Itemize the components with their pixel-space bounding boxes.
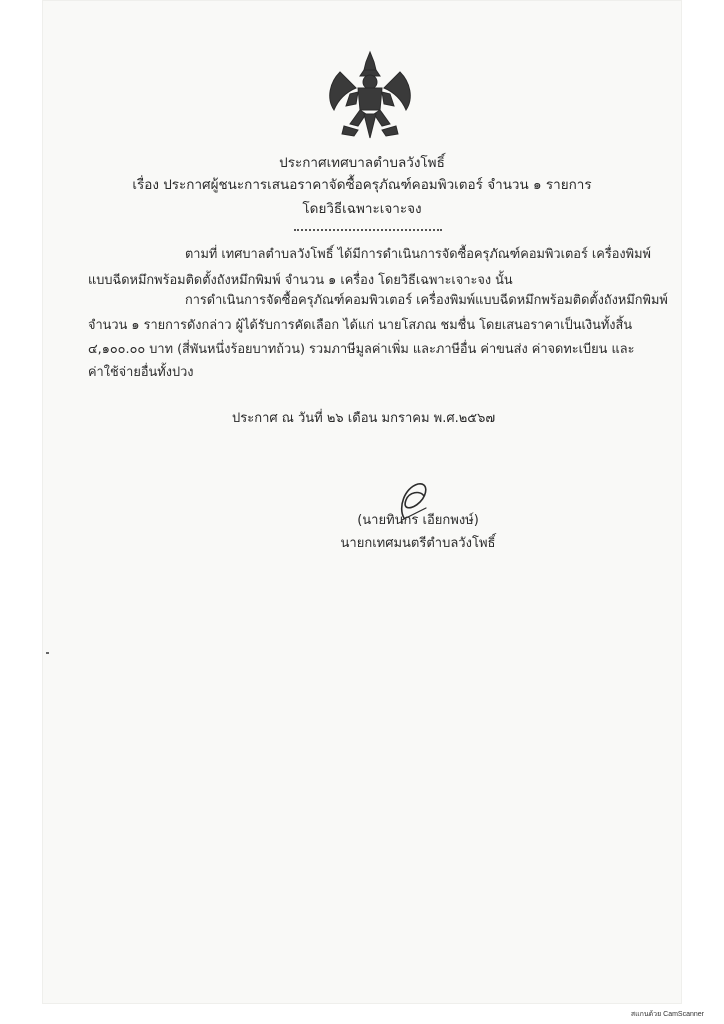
garuda-emblem-icon — [320, 48, 420, 144]
document-page — [42, 0, 682, 1004]
signer-position: นายกเทศมนตรีตำบลวังโพธิ์ — [340, 536, 496, 551]
body-line-1: ตามที่ เทศบาลตำบลวังโพธิ์ ได้มีการดำเนินการจัดซื้อครุภัณฑ์คอมพิวเตอร์ เครื่องพิมพ์ — [185, 247, 651, 262]
announcement-subject: เรื่อง ประกาศผู้ชนะการเสนอราคาจัดซื้อครุภัณฑ์คอมพิวเตอร์ จำนวน ๑ รายการ — [132, 177, 592, 193]
body-line-2: แบบฉีดหมึกพร้อมติดตั้งถังหมึกพิมพ์ จำนวน ๑ เครื่อง โดยวิธีเฉพาะเจาะจง นั้น — [88, 273, 513, 288]
announcement-date: ประกาศ ณ วันที่ ๒๖ เดือน มกราคม พ.ศ.๒๕๖๗ — [232, 411, 496, 426]
dotted-divider — [294, 229, 442, 231]
body-line-6: ค่าใช้จ่ายอื่นทั้งปวง — [88, 365, 194, 380]
signer-name: (นายทินกร เอียกพงษ์) — [357, 513, 479, 528]
camscanner-watermark: สแกนด้วย CamScanner — [630, 1011, 704, 1018]
body-line-5: ๔,๑๐๐.๐๐ บาท (สี่พันหนึ่งร้อยบาทถ้วน) รวมภาษีมูลค่าเพิ่ม และภาษีอื่น ค่าขนส่ง ค่าจดทะเบียน และ — [88, 342, 635, 357]
scan-speck — [46, 652, 49, 654]
body-line-3: การดำเนินการจัดซื้อครุภัณฑ์คอมพิวเตอร์ เครื่องพิมพ์แบบฉีดหมึกพร้อมติดตั้งถังหมึกพิมพ์ — [185, 293, 668, 308]
procurement-method: โดยวิธีเฉพาะเจาะจง — [302, 201, 422, 217]
announcement-title: ประกาศเทศบาลตำบลวังโพธิ์ — [279, 155, 445, 171]
body-line-4: จำนวน ๑ รายการดังกล่าว ผู้ได้รับการคัดเลือก ได้แก่ นายโสภณ ชมชื่น โดยเสนอราคาเป็นเงินทั้งสิ้น — [88, 318, 633, 333]
